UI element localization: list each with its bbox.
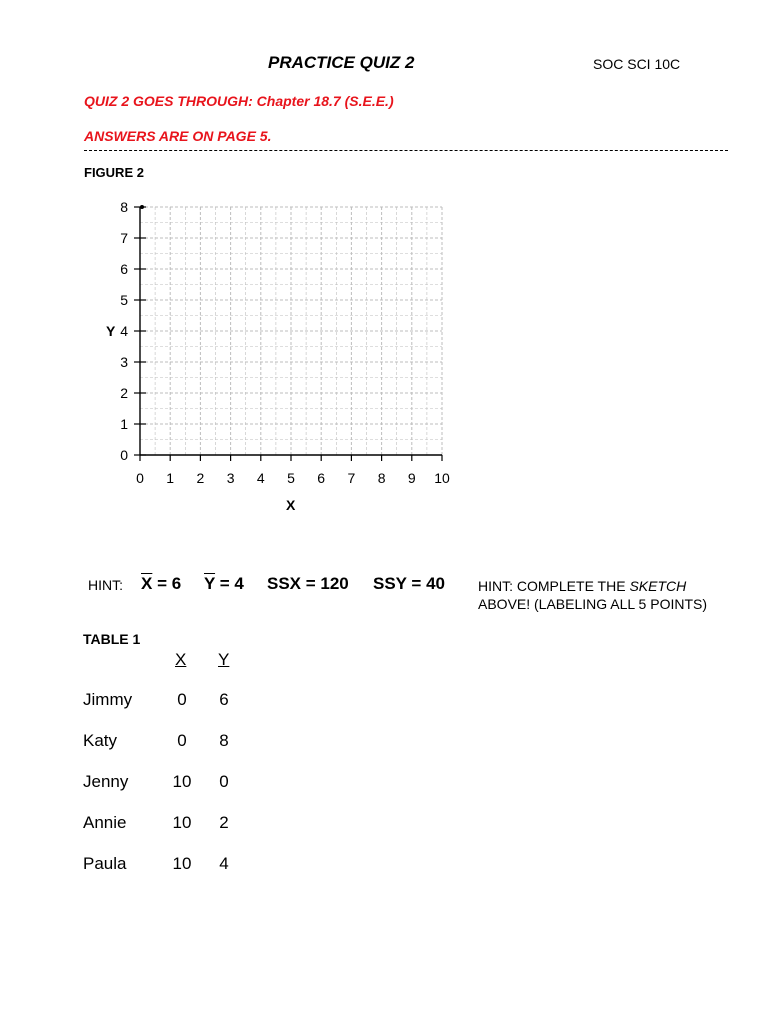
column-header-y: Y bbox=[218, 650, 230, 669]
plot-grid bbox=[140, 207, 442, 455]
sketch-hint-a: HINT: COMPLETE THE bbox=[478, 578, 630, 594]
row-x-value: 10 bbox=[172, 772, 192, 791]
figure-label: FIGURE 2 bbox=[84, 165, 144, 180]
quiz-coverage: QUIZ 2 GOES THROUGH: Chapter 18.7 (S.E.E.) bbox=[84, 93, 394, 109]
y-tick-label: 7 bbox=[120, 230, 128, 246]
row-y-value: 2 bbox=[219, 813, 229, 832]
x-tick-label: 5 bbox=[287, 470, 295, 486]
x-tick-label: 8 bbox=[377, 470, 386, 486]
x-tick-label: 1 bbox=[166, 470, 175, 486]
row-y-value: 6 bbox=[219, 690, 229, 709]
row-x-value: 0 bbox=[177, 731, 187, 750]
x-tick-label: 10 bbox=[434, 470, 450, 486]
x-mean-symbol: $\overline{X}$ bbox=[141, 574, 153, 593]
y-axis-label: Y bbox=[106, 323, 116, 339]
row-x-value: 0 bbox=[177, 690, 187, 709]
row-x-value: 10 bbox=[172, 813, 192, 832]
answers-note: ANSWERS ARE ON PAGE 5. bbox=[84, 128, 272, 144]
row-x-value: 10 bbox=[172, 854, 192, 873]
sketch-hint-emphasis: SKETCH bbox=[629, 578, 687, 594]
x-axis-label: X bbox=[286, 497, 296, 513]
page-title: PRACTICE QUIZ 2 bbox=[268, 53, 415, 72]
row-name: Annie bbox=[83, 813, 127, 832]
x-tick-label: 4 bbox=[256, 470, 265, 486]
row-name: Jenny bbox=[83, 772, 129, 791]
row-name: Paula bbox=[83, 854, 127, 873]
row-y-value: 4 bbox=[219, 854, 229, 873]
row-y-value: 8 bbox=[219, 731, 229, 750]
y-tick-label: 2 bbox=[120, 385, 128, 401]
sketch-hint-b: ABOVE! (LABELING ALL 5 POINTS) bbox=[478, 596, 708, 612]
x-tick-label: 2 bbox=[196, 470, 205, 486]
ssy-value: SSY = 40 bbox=[373, 574, 445, 593]
x-tick-label: 6 bbox=[317, 470, 326, 486]
sketch-hint bbox=[478, 577, 748, 613]
y-mean-symbol: $\overline{Y}$ bbox=[204, 574, 216, 593]
row-name: Jimmy bbox=[83, 690, 133, 709]
y-tick-label: 4 bbox=[120, 323, 128, 339]
column-header-x: X bbox=[175, 650, 187, 669]
y-tick-label: 5 bbox=[120, 292, 128, 308]
x-tick-label: 7 bbox=[347, 470, 356, 486]
ssx-value: SSX = 120 bbox=[267, 574, 349, 593]
plot-ticks bbox=[120, 199, 450, 486]
course-code: SOC SCI 10C bbox=[593, 56, 681, 72]
x-mean bbox=[141, 574, 181, 594]
x-tick-label: 0 bbox=[136, 470, 144, 486]
table-title: TABLE 1 bbox=[83, 631, 141, 647]
row-name: Katy bbox=[83, 731, 118, 750]
x-tick-label: 3 bbox=[226, 470, 235, 486]
row-y-value: 0 bbox=[219, 772, 229, 791]
y-tick-label: 3 bbox=[120, 354, 128, 370]
x-mean-value: = 6 bbox=[152, 574, 182, 593]
data-point bbox=[140, 205, 144, 209]
y-mean bbox=[204, 574, 244, 594]
y-tick-label: 1 bbox=[120, 416, 128, 432]
y-mean-value: = 4 bbox=[215, 574, 244, 593]
x-tick-label: 9 bbox=[407, 470, 416, 486]
hint-prefix: HINT: bbox=[88, 577, 123, 593]
y-tick-label: 6 bbox=[120, 261, 128, 277]
y-tick-label: 8 bbox=[120, 199, 128, 215]
plot-points bbox=[140, 205, 144, 209]
y-tick-label: 0 bbox=[120, 447, 128, 463]
